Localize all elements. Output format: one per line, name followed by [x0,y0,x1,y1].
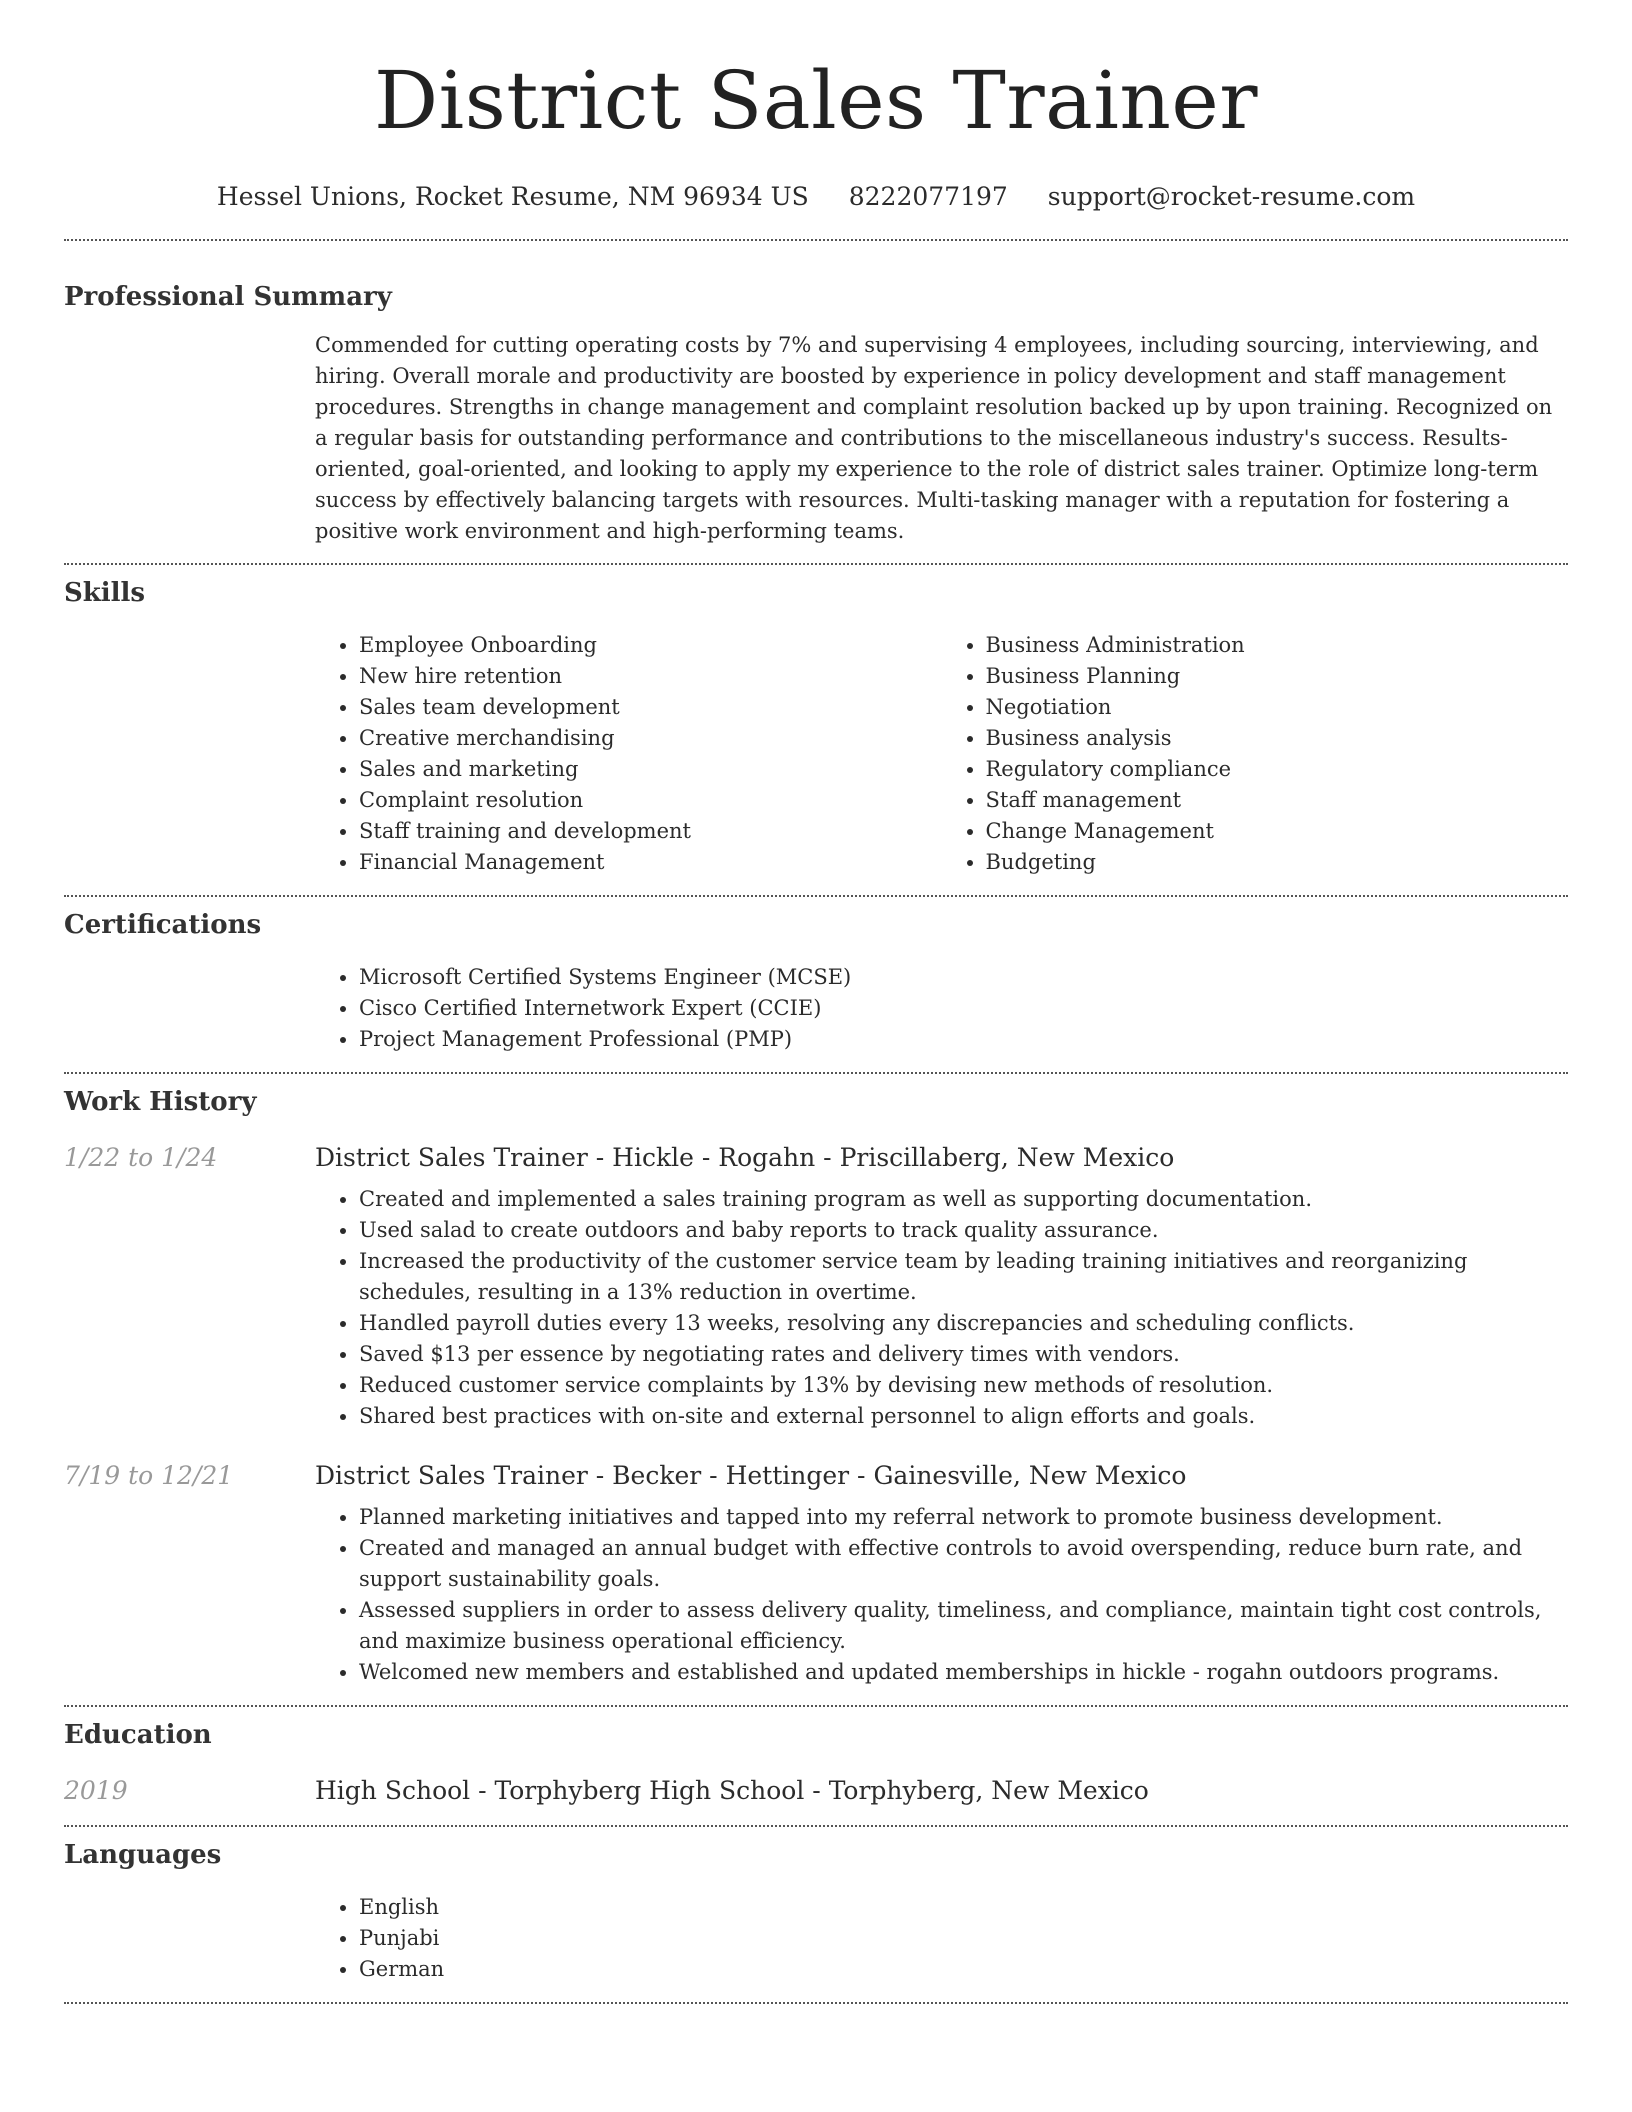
summary-section [64,241,1568,547]
skill-item: • Negotiation [986,692,1569,723]
job-bullet: • Welcomed new members and established and updated memberships in hickle - rogahn outdoors programs. [359,1657,1568,1688]
skill-item: • Staff training and development [359,816,942,847]
skill-item: • Sales and marketing [359,754,942,785]
job-bullets [315,1502,1568,1688]
skill-item: • Budgeting [986,847,1569,878]
job-bullet: • Created and managed an annual budget with effective controls to avoid overspending, reduce burn rate, and support sustainability goals. [359,1533,1568,1595]
job-entry [64,1140,1568,1432]
section-title-work: Work History [64,1087,257,1117]
education-year: 2019 [64,1776,128,1805]
language-item: • English [359,1892,1568,1923]
skill-item: • Business Planning [986,661,1569,692]
job-content [315,1184,1568,1432]
skill-item: • Employee Onboarding [359,630,942,661]
contact-line [64,180,1568,214]
skill-item: • New hire retention [359,661,942,692]
skill-item: • Staff management [986,785,1569,816]
certification-item: • Microsoft Certified Systems Engineer (MCSE) [359,962,1568,993]
contact-phone: 8222077197 [848,182,1008,211]
education-title: High School - Torphyberg High School - Torphyberg, New Mexico [315,1776,1149,1805]
section-title-summary: Professional Summary [64,282,392,312]
languages-section [64,1827,1568,1985]
summary-content [315,330,1568,547]
job-header [64,1140,1568,1176]
section-title-languages: Languages [64,1840,222,1870]
section-title-education: Education [64,1720,212,1750]
languages-list [315,1892,1568,1985]
contact-address: Hessel Unions, Rocket Resume, NM 96934 US [216,182,809,211]
certifications-section [64,897,1568,1055]
certifications-list [315,962,1568,1055]
skill-item: • Complaint resolution [359,785,942,816]
language-item: • German [359,1954,1568,1985]
skills-list-left [315,630,942,878]
job-header [64,1458,1568,1494]
job-bullet: • Assessed suppliers in order to assess delivery quality, timeliness, and compliance, maintain tight cost controls, and maximize business operational efficiency. [359,1595,1568,1657]
contact-email: support@rocket-resume.com [1047,182,1416,211]
job-title: District Sales Trainer - Becker - Hettinger - Gainesville, New Mexico [315,1461,1187,1490]
certification-item: • Cisco Certified Internetwork Expert (CCIE) [359,993,1568,1024]
education-entry [64,1773,1568,1809]
job-title: District Sales Trainer - Hickle - Rogahn - Priscillaberg, New Mexico [315,1143,1175,1172]
skill-item: • Creative merchandising [359,723,942,754]
skills-list-right [942,630,1569,878]
certifications-content [315,962,1568,1055]
education-section [64,1707,1568,1809]
job-dates: 7/19 to 12/21 [64,1461,234,1490]
skills-section [64,565,1568,878]
languages-content [315,1892,1568,1985]
job-bullet: • Increased the productivity of the customer service team by leading training initiatives and reorganizing schedules, resulting in a 13% reduction in overtime. [359,1246,1568,1308]
skills-grid [315,630,1568,878]
job-bullet: • Created and implemented a sales training program as well as supporting documentation. [359,1184,1568,1215]
job-bullet: • Handled payroll duties every 13 weeks, resolving any discrepancies and scheduling conflicts. [359,1308,1568,1339]
section-title-certifications: Certifications [64,910,262,940]
work-section [64,1074,1568,1688]
job-bullet: • Shared best practices with on-site and external personnel to align efforts and goals. [359,1401,1568,1432]
job-content [315,1502,1568,1688]
skill-item: • Financial Management [359,847,942,878]
language-item: • Punjabi [359,1923,1568,1954]
skill-item: • Regulatory compliance [986,754,1569,785]
job-bullet: • Saved $13 per essence by negotiating rates and delivery times with vendors. [359,1339,1568,1370]
job-entry [64,1458,1568,1688]
job-bullet: • Reduced customer service complaints by 13% by devising new methods of resolution. [359,1370,1568,1401]
certification-item: • Project Management Professional (PMP) [359,1024,1568,1055]
skill-item: • Sales team development [359,692,942,723]
divider [64,2002,1568,2004]
skill-item: • Change Management [986,816,1569,847]
job-bullets [315,1184,1568,1432]
skill-item: • Business Administration [986,630,1569,661]
skill-item: • Business analysis [986,723,1569,754]
section-title-skills: Skills [64,578,146,608]
summary-text: Commended for cutting operating costs by 7% and supervising 4 employees, including sourcing, interviewing, and hiring. Overall morale and productivity are boosted by experience in policy development and staff management procedures. Strengths in change management and complaint resolution backed up by upon training. Recognized on a regular basis for outstanding performance and contributions to the miscellaneous industry's success. Results-oriented, goal-oriented, and looking to apply my experience to the role of district sales trainer. Optimize long-term success by effectively balancing targets with resources. Multi-tasking manager with a reputation for fostering a positive work environment and high-performing teams. [315,333,1553,543]
job-bullet: • Planned marketing initiatives and tapped into my referral network to promote business development. [359,1502,1568,1533]
job-bullet: • Used salad to create outdoors and baby reports to track quality assurance. [359,1215,1568,1246]
resume-name: District Sales Trainer [373,54,1259,147]
job-dates: 1/22 to 1/24 [64,1143,218,1172]
